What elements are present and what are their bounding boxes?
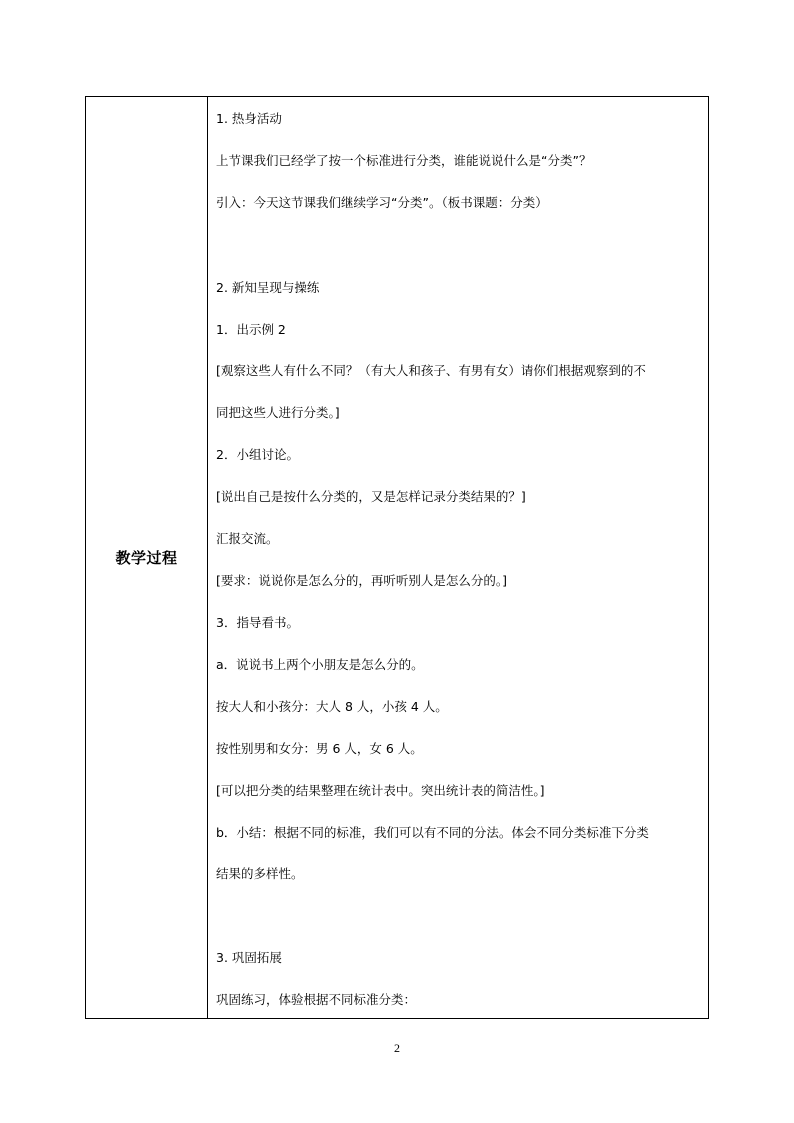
content-line: 引入：今天这节课我们继续学习“分类”。（板书课题：分类） bbox=[216, 195, 548, 210]
consolidation-heading: 3. 巩固拓展 bbox=[216, 950, 282, 965]
content-line: 上节课我们已经学了按一个标准进行分类，谁能说说什么是“分类”？ bbox=[216, 153, 592, 168]
section-label-cell bbox=[86, 97, 208, 1018]
content-cell bbox=[208, 97, 708, 1018]
content-line: 2．小组讨论。 bbox=[216, 447, 299, 462]
new-knowledge-heading: 2. 新知呈现与操练 bbox=[216, 280, 320, 295]
content-line: 结果的多样性。 bbox=[216, 866, 304, 881]
content-line: [观察这些人有什么不同？（有大人和孩子、有男有女）请你们根据观察到的不 bbox=[216, 363, 646, 378]
content-line: 3．指导看书。 bbox=[216, 615, 299, 630]
page-number: 2 bbox=[394, 1041, 400, 1055]
lesson-table bbox=[85, 96, 709, 1019]
section-label: 教学过程 bbox=[115, 549, 178, 567]
content-line: [说出自己是按什么分类的，又是怎样记录分类结果的？] bbox=[216, 489, 526, 504]
content-line: a．说说书上两个小朋友是怎么分的。 bbox=[216, 657, 424, 672]
content-line: [可以把分类的结果整理在统计表中。突出统计表的简洁性。] bbox=[216, 783, 545, 798]
content-line: 按性别男和女分：男 6 人，女 6 人。 bbox=[216, 741, 423, 756]
content-line: 巩固练习，体验根据不同标准分类： bbox=[216, 992, 417, 1007]
warmup-heading: 1. 热身活动 bbox=[216, 111, 282, 126]
content-line: [要求：说说你是怎么分的，再听听别人是怎么分的。] bbox=[216, 573, 508, 588]
content-line: 汇报交流。 bbox=[216, 531, 279, 546]
content-line: b．小结：根据不同的标准，我们可以有不同的分法。体会不同分类标准下分类 bbox=[216, 825, 649, 840]
content-line: 同把这些人进行分类。] bbox=[216, 405, 340, 420]
content-line: 按大人和小孩分：大人 8 人，小孩 4 人。 bbox=[216, 699, 448, 714]
content-line: 1．出示例 2 bbox=[216, 322, 286, 337]
